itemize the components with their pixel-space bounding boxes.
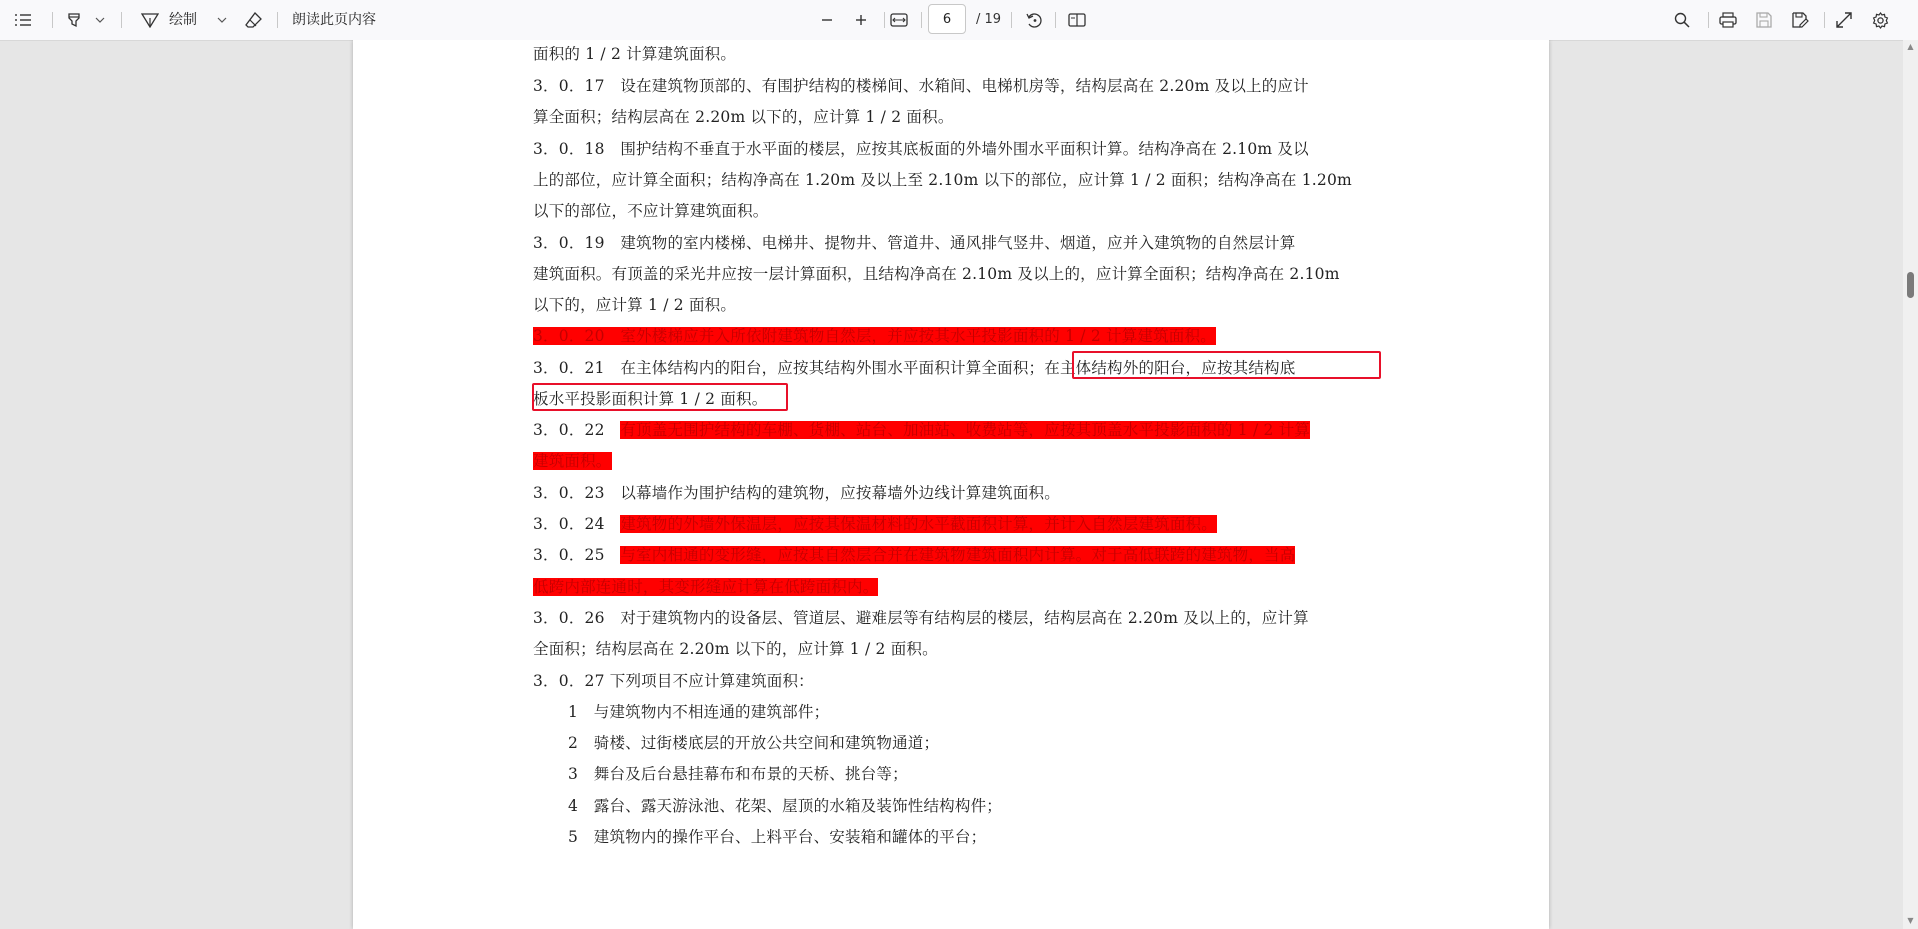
list-item: 2 骑楼、过街楼底层的开放公共空间和建筑物通道； <box>568 734 940 752</box>
text-line <box>533 355 1295 381</box>
text-segment: 3．0．21 在主体结构内的阳台，应按其结构外围水平面积计算全面积； <box>533 359 1045 377</box>
toolbar-separator <box>277 12 278 28</box>
scroll-down-icon[interactable]: ▼ <box>1907 916 1914 925</box>
text-line: 3．0．27 下列项目不应计算建筑面积： <box>533 672 814 690</box>
fit-page-button[interactable] <box>887 0 911 40</box>
toolbar-separator <box>1011 12 1012 28</box>
chevron-down-icon <box>95 17 105 23</box>
zoom-out-button[interactable] <box>816 0 838 40</box>
text-line <box>533 417 1310 443</box>
text-line <box>533 511 1217 537</box>
text-line: 3．0．23 以幕墙作为围护结构的建筑物，应按幕墙外边线计算建筑面积。 <box>533 484 1060 502</box>
text-line: 建筑面积。有顶盖的采光井应按一层计算面积，且结构净高在 2.10m 及以上的，应计算全面积；结构净高在 2.10m <box>533 265 1340 283</box>
rotate-icon <box>1026 12 1043 29</box>
save-as-icon <box>1792 12 1809 28</box>
scroll-up-icon[interactable]: ▲ <box>1907 42 1914 51</box>
text-line <box>533 542 1295 568</box>
fit-page-icon <box>890 13 908 27</box>
page-view-icon <box>1068 13 1086 27</box>
list-item: 5 建筑物内的操作平台、上料平台、安装箱和罐体的平台； <box>568 828 987 846</box>
text-line-highlighted <box>533 448 612 474</box>
text-line: 以下的部位，不应计算建筑面积。 <box>533 202 769 220</box>
chevron-down-icon <box>217 17 227 23</box>
highlight-annotation[interactable]: 建筑面积。 <box>533 452 612 470</box>
print-icon <box>1719 12 1737 28</box>
text-line: 上的部位，应计算全面积；结构净高在 1.20m 及以上至 2.10m 以下的部位，应计算 1 / 2 面积；结构净高在 1.20m <box>533 171 1352 189</box>
eraser-icon <box>245 12 262 28</box>
text-line: 3．0．19 建筑物的室内楼梯、电梯井、提物井、管道井、通风排气竖井、烟道，应并入建筑物的自然层计算 <box>533 234 1296 252</box>
highlight-button[interactable] <box>62 0 86 40</box>
toolbar-separator <box>1824 12 1825 28</box>
text-segment: 3．0．25 <box>533 546 621 564</box>
rotate-button[interactable] <box>1022 0 1046 40</box>
vertical-scrollbar[interactable] <box>1903 40 1918 929</box>
draw-button[interactable] <box>139 0 161 40</box>
pdf-page <box>353 40 1549 929</box>
list-item: 1 与建筑物内不相连通的建筑部件； <box>568 703 830 721</box>
toolbar-separator <box>121 12 122 28</box>
text-line: 以下的，应计算 1 / 2 面积。 <box>533 296 737 314</box>
save-as-button[interactable] <box>1788 0 1812 40</box>
contents-button[interactable] <box>10 0 36 40</box>
page-number-input[interactable] <box>928 4 966 34</box>
text-line: 3．0．26 对于建筑物内的设备层、管道层、避难层等有结构层的楼层，结构层高在 2.20m 及以上的，应计算 <box>533 609 1309 627</box>
fullscreen-icon <box>1836 12 1852 28</box>
text-line: 面积的 1 / 2 计算建筑面积。 <box>533 45 737 63</box>
list-item: 4 露台、露天游泳池、花架、屋顶的水箱及装饰性结构构件； <box>568 797 1002 815</box>
text-line-highlighted <box>533 574 878 600</box>
zoom-in-icon <box>854 13 868 27</box>
list-item: 3 舞台及后台悬挂幕布和布景的天桥、挑台等； <box>568 765 908 783</box>
settings-button[interactable] <box>1868 0 1892 40</box>
scrollbar-thumb[interactable] <box>1907 272 1914 298</box>
settings-icon <box>1872 12 1889 29</box>
text-line-highlighted <box>533 323 1216 349</box>
text-line: 3．0．18 围护结构不垂直于水平面的楼层，应按其底板面的外墙外围水平面积计算。结构净高在 2.10m 及以 <box>533 140 1309 158</box>
search-button[interactable] <box>1670 0 1694 40</box>
print-button[interactable] <box>1715 0 1741 40</box>
toolbar-separator <box>1055 12 1056 28</box>
text-line: 全面积；结构层高在 2.20m 以下的，应计算 1 / 2 面积。 <box>533 640 938 658</box>
contents-icon <box>14 13 32 27</box>
draw-icon <box>141 12 159 28</box>
boxed-text-segment: 在主体结构外的阳台，应按其结构底 <box>1044 359 1296 377</box>
text-segment: 3．0．24 <box>533 515 621 533</box>
page-total: / 19 <box>976 12 1002 27</box>
text-segment: 3．0．22 <box>533 421 621 439</box>
text-line: 板水平投影面积计算 1 / 2 面积。 <box>533 390 768 408</box>
read-aloud-button[interactable]: 朗读此页内容 <box>292 12 376 28</box>
draw-label[interactable]: 绘制 <box>169 12 197 28</box>
page-view-button[interactable] <box>1065 0 1089 40</box>
toolbar-separator <box>1708 12 1709 28</box>
highlight-annotation[interactable]: 低跨内部连通时，其变形缝应计算在低跨面积内。 <box>533 578 879 596</box>
document-viewer[interactable] <box>0 40 1918 929</box>
highlight-annotation[interactable]: 与室内相通的变形缝，应按其自然层合并在建筑物建筑面积内计算。对于高低联跨的建筑物，当高 <box>620 546 1296 564</box>
highlight-annotation[interactable]: 建筑物的外墙外保温层，应按其保温材料的水平截面积计算，并计入自然层建筑面积。 <box>620 515 1217 533</box>
highlight-annotation[interactable]: 3．0．20 室外楼梯应并入所依附建筑物自然层，并应按其水平投影面积的 1 / 2 计算建筑面积。 <box>533 327 1216 345</box>
save-button[interactable] <box>1752 0 1776 40</box>
text-line: 3．0．17 设在建筑物顶部的、有围护结构的楼梯间、水箱间、电梯机房等，结构层高在 2.20m 及以上的应计 <box>533 77 1309 95</box>
pdf-toolbar <box>0 0 1918 41</box>
highlight-annotation[interactable]: 有顶盖无围护结构的车棚、货棚、站台、加油站、收费站等，应按其顶盖水平投影面积的 1 / 2 计算 <box>620 421 1311 439</box>
toolbar-separator <box>921 12 922 28</box>
search-icon <box>1674 12 1690 28</box>
save-icon <box>1756 12 1772 28</box>
text-line: 算全面积；结构层高在 2.20m 以下的，应计算 1 / 2 面积。 <box>533 108 954 126</box>
eraser-button[interactable] <box>242 0 264 40</box>
zoom-in-button[interactable] <box>850 0 872 40</box>
zoom-out-icon <box>820 13 834 27</box>
toolbar-separator <box>884 12 885 28</box>
draw-options-button[interactable] <box>214 0 230 40</box>
toolbar-separator <box>52 12 53 28</box>
highlight-icon <box>66 12 82 28</box>
highlight-options-button[interactable] <box>92 0 108 40</box>
fullscreen-button[interactable] <box>1832 0 1856 40</box>
